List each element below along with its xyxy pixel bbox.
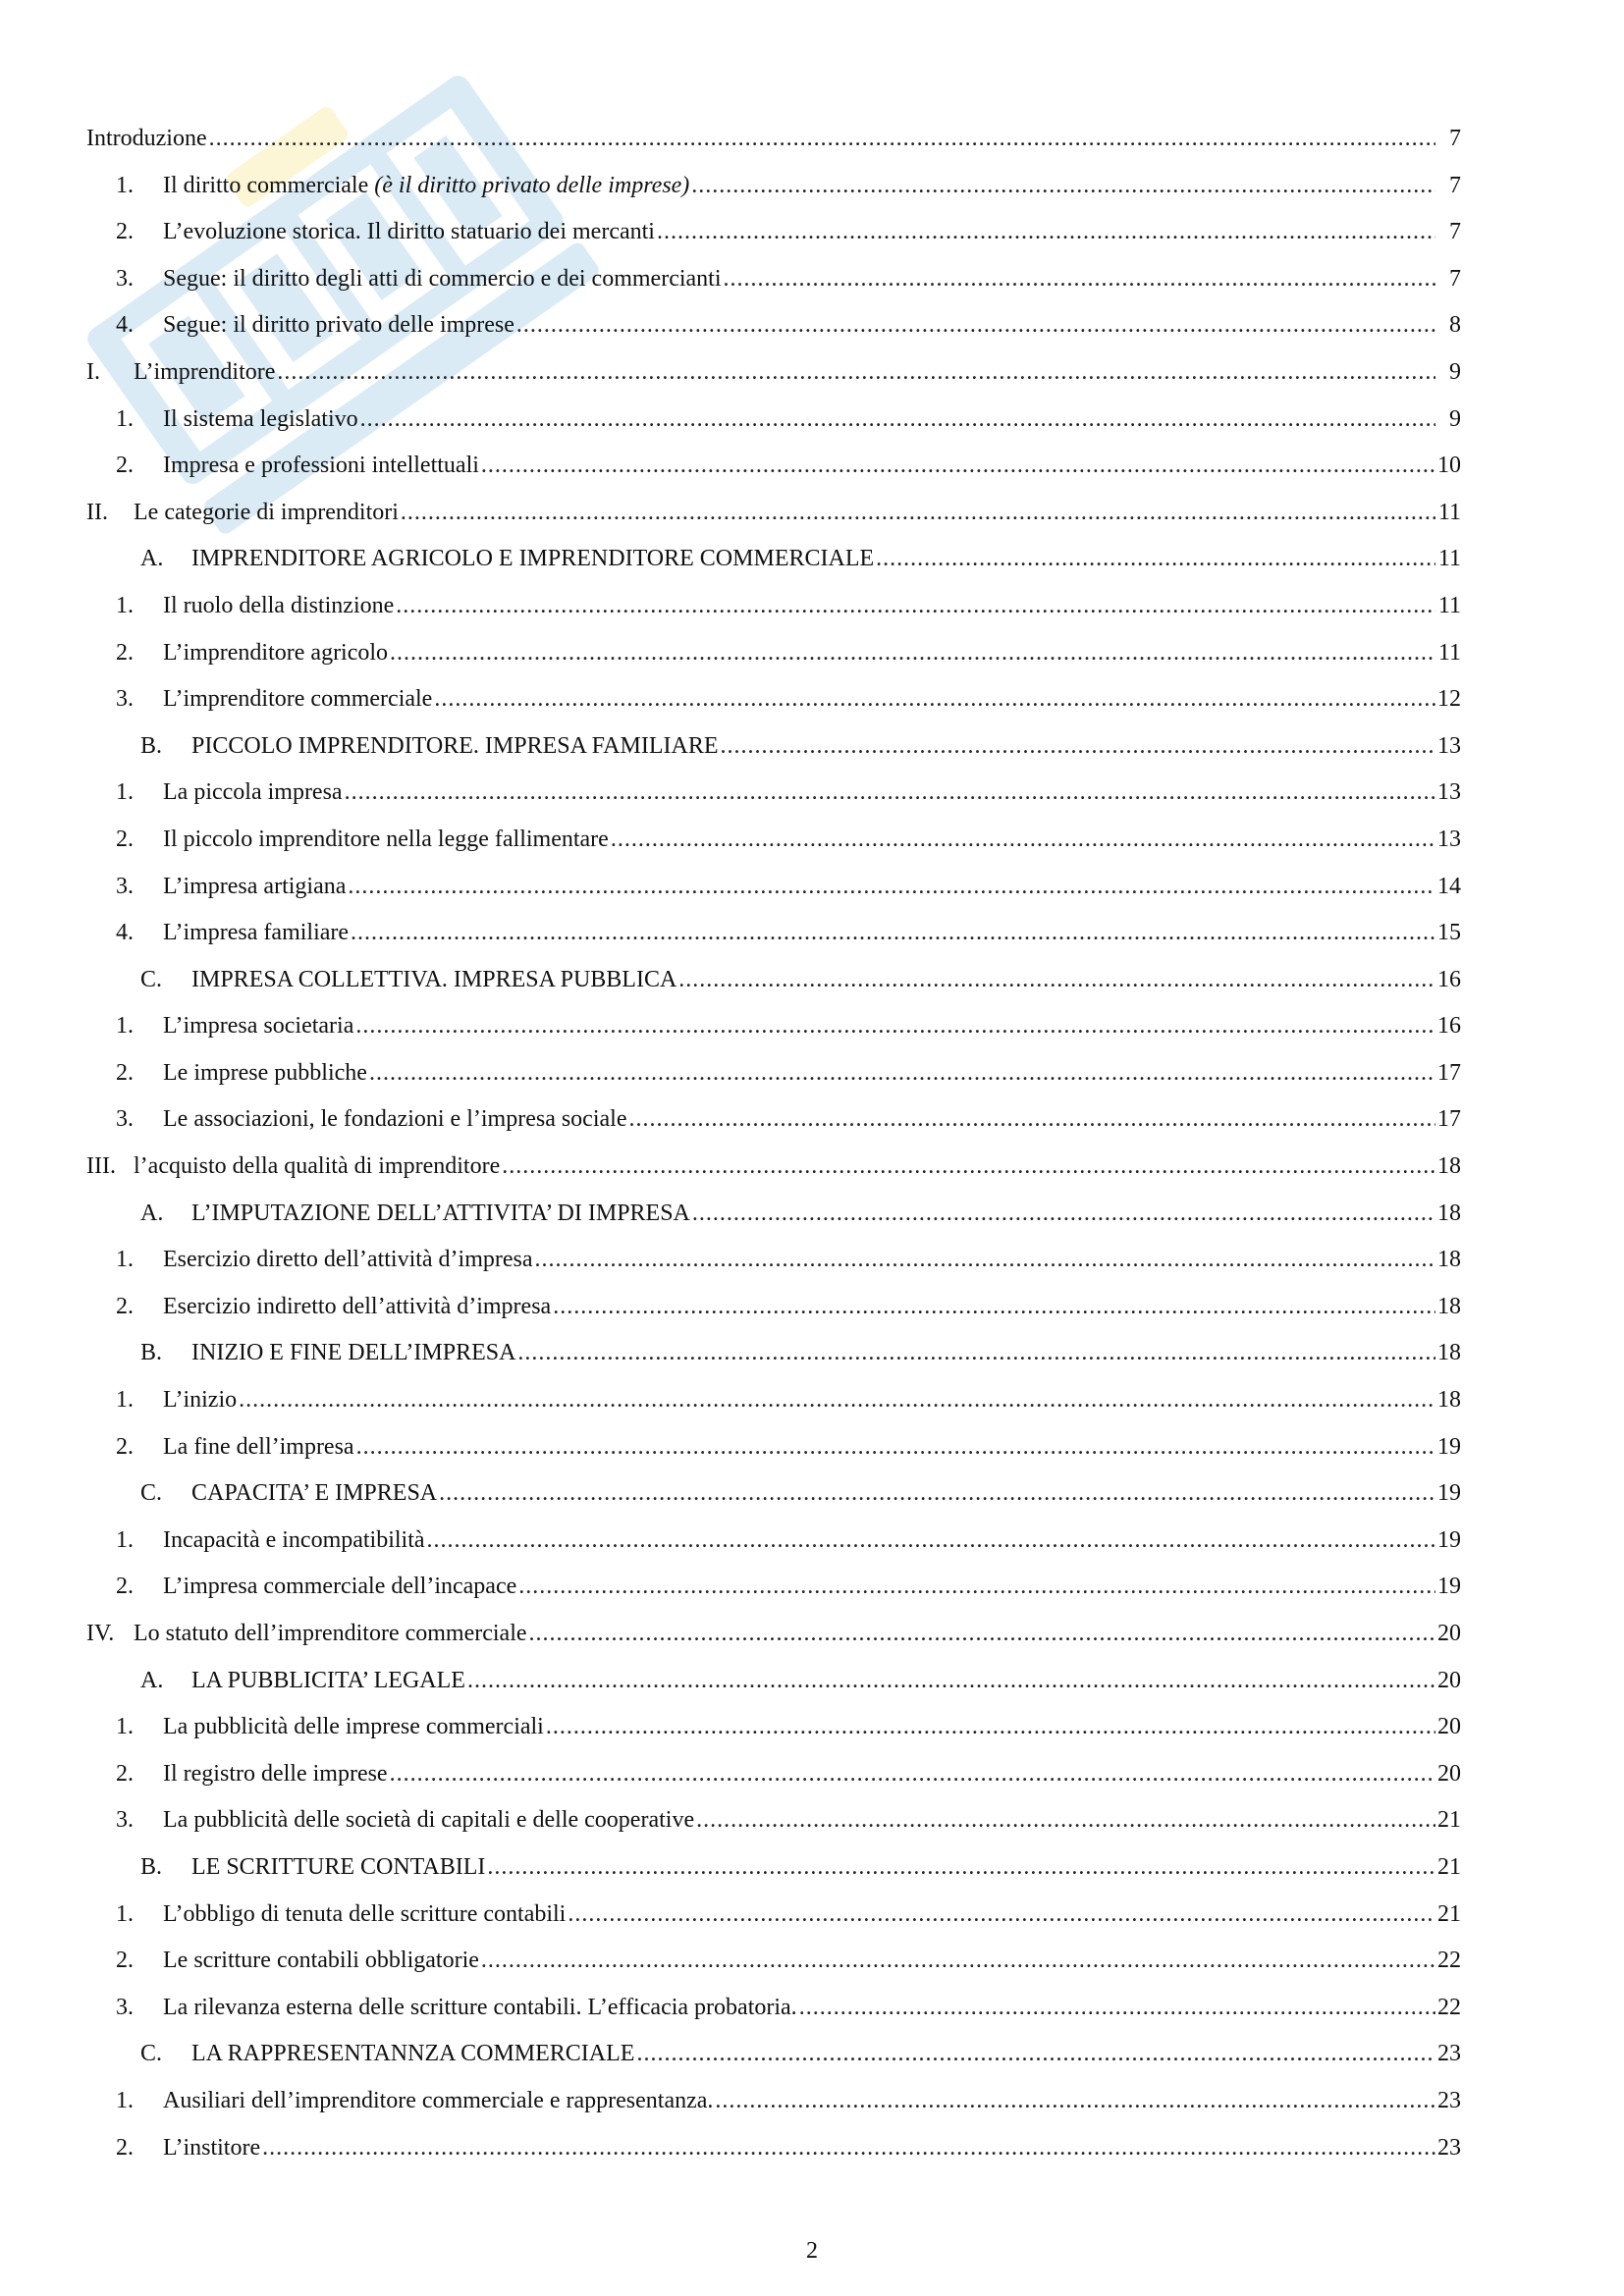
toc-entry-number: 3. (116, 1106, 134, 1133)
toc-entry-page: 21 (1437, 1900, 1461, 1927)
toc-entry-title: LA RAPPRESENTANNZA COMMERCIALE (191, 2041, 635, 2067)
toc-entry-title: La piccola impresa (163, 779, 343, 806)
dot-leader (262, 2125, 1435, 2172)
toc-entry-page: 21 (1437, 1853, 1461, 1880)
toc-entry[interactable] (86, 676, 1461, 723)
toc-entry[interactable] (86, 1704, 1461, 1751)
dot-leader (529, 1611, 1435, 1658)
dot-leader (696, 1797, 1435, 1844)
toc-entry[interactable] (86, 490, 1461, 537)
toc-entry[interactable] (86, 1611, 1461, 1658)
toc-entry-number: 3. (116, 1807, 134, 1834)
toc-entry-number: 2. (116, 219, 134, 245)
toc-entry-page: 21 (1437, 1807, 1461, 1834)
toc-entry-page: 11 (1437, 592, 1461, 618)
toc-entry[interactable] (86, 397, 1461, 444)
toc-entry-number: A. (140, 1200, 164, 1226)
toc-entry-page: 11 (1437, 546, 1461, 572)
toc-entry-number: III. (86, 1153, 116, 1180)
toc-entry-page: 18 (1437, 1387, 1461, 1414)
toc-entry-number: II. (86, 499, 108, 525)
toc-entry[interactable] (86, 349, 1461, 397)
dot-leader (799, 1985, 1435, 2032)
toc-entry-title: Le imprese pubbliche (163, 1059, 367, 1086)
toc-entry[interactable] (86, 116, 1461, 163)
toc-entry[interactable] (86, 302, 1461, 349)
dot-leader (390, 630, 1435, 677)
toc-entry-number: 2. (116, 1760, 134, 1787)
toc-entry-page: 17 (1437, 1106, 1461, 1133)
toc-entry-title: L’inizio (163, 1387, 238, 1414)
toc-entry[interactable] (86, 443, 1461, 490)
dot-leader (546, 1704, 1435, 1751)
toc-entry[interactable] (86, 1470, 1461, 1518)
toc-entry-page: 20 (1437, 1621, 1461, 1646)
toc-entry-title: L’obbligo di tenuta delle scritture contabili (163, 1900, 567, 1927)
toc-entry[interactable] (86, 583, 1461, 630)
toc-entry-title: CAPACITA’ E IMPRESA (191, 1480, 438, 1507)
toc-entry[interactable] (86, 2125, 1461, 2172)
dot-leader (439, 1470, 1435, 1518)
toc-entry[interactable] (86, 1050, 1461, 1097)
toc-entry-title: IMPRESA COLLETTIVA. IMPRESA PUBBLICA (191, 966, 677, 992)
dot-leader (434, 676, 1435, 723)
toc-entry-number: 1. (116, 1247, 134, 1273)
toc-entry-number: 2. (116, 2134, 134, 2161)
toc-entry-page: 7 (1449, 172, 1461, 198)
toc-entry-page: 18 (1437, 1200, 1461, 1226)
dot-leader (611, 817, 1435, 864)
dot-leader (467, 1658, 1435, 1705)
toc-entry[interactable] (86, 1096, 1461, 1144)
toc-entry[interactable] (86, 910, 1461, 957)
toc-entry-page: 7 (1449, 265, 1461, 292)
toc-entry-number: 1. (116, 172, 134, 198)
toc-entry-title: Ausiliari dell’imprenditore commerciale e rappresentanza. (163, 2087, 714, 2113)
dot-leader (481, 443, 1435, 490)
dot-leader (356, 1424, 1435, 1471)
toc-entry-page: 23 (1437, 2041, 1461, 2067)
dot-leader (636, 2031, 1435, 2078)
toc-entry-title: INIZIO E FINE DELL’IMPRESA (191, 1340, 516, 1366)
toc-entry-number: A. (140, 546, 164, 572)
dot-leader (691, 163, 1435, 210)
toc-entry-number: C. (140, 2041, 163, 2067)
toc-entry[interactable] (86, 2031, 1461, 2078)
toc-entry[interactable] (86, 1377, 1461, 1424)
toc-entry[interactable] (86, 817, 1461, 864)
toc-entry-page: 16 (1437, 966, 1461, 992)
toc-entry-page: 22 (1437, 1994, 1461, 2020)
toc-entry-number: 1. (116, 592, 134, 618)
dot-leader (657, 209, 1435, 256)
toc-entry-page: 13 (1437, 732, 1461, 759)
dot-leader (876, 536, 1435, 583)
toc-entry-number: 1. (116, 779, 134, 806)
toc-entry[interactable] (86, 163, 1461, 210)
toc-entry-number: 2. (116, 1433, 134, 1460)
dot-leader (487, 1844, 1435, 1892)
dot-leader (345, 770, 1435, 817)
dot-leader (209, 116, 1435, 163)
toc-entry[interactable] (86, 2078, 1461, 2125)
toc-entry-title: Il diritto commerciale (è il diritto privato delle imprese) (163, 172, 690, 198)
toc-entry-title: L’impresa familiare (163, 920, 350, 946)
toc-entry-title: Il sistema legislativo (163, 405, 358, 432)
dot-leader (351, 910, 1435, 957)
toc-entry-title: La fine dell’impresa (163, 1433, 354, 1460)
toc-entry-page: 10 (1437, 453, 1461, 479)
toc-entry-title: Incapacità e incompatibilità (163, 1526, 425, 1553)
toc-entry-page: 22 (1437, 1948, 1461, 1974)
toc-entry-page: 13 (1437, 826, 1461, 852)
toc-entry[interactable] (86, 1938, 1461, 1985)
toc-entry-page: 7 (1449, 219, 1461, 245)
toc-entry-page: 20 (1437, 1714, 1461, 1740)
toc-entry-number: 2. (116, 1293, 134, 1319)
toc-entry-title: L’impresa societaria (163, 1013, 354, 1040)
dot-leader (355, 1003, 1435, 1050)
toc-entry-number: 2. (116, 1574, 134, 1600)
toc-entry-title: Segue: il diritto privato delle imprese (163, 312, 514, 339)
toc-entry-page: 18 (1437, 1340, 1461, 1366)
dot-leader (568, 1892, 1435, 1939)
toc-entry[interactable] (86, 1191, 1461, 1238)
toc-entry-page: 12 (1437, 686, 1461, 713)
toc-entry-title: Impresa e professioni intellettuali (163, 453, 479, 479)
toc-entry[interactable] (86, 1797, 1461, 1844)
toc-entry-number: B. (140, 1853, 163, 1880)
dot-leader (277, 349, 1435, 397)
toc-entry-page: 20 (1437, 1667, 1461, 1693)
dot-leader (724, 256, 1436, 303)
toc-entry-title: Esercizio indiretto dell’attività d’impresa (163, 1293, 552, 1319)
toc-entry[interactable] (86, 1518, 1461, 1565)
toc-entry[interactable] (86, 864, 1461, 911)
toc-entry-title: L’impresa artigiana (163, 873, 347, 899)
toc-entry[interactable] (86, 256, 1461, 303)
page-number: 2 (806, 2238, 818, 2264)
toc-entry-title: PICCOLO IMPRENDITORE. IMPRESA FAMILIARE (191, 732, 719, 759)
toc-entry-number: I. (86, 358, 100, 385)
dot-leader (239, 1377, 1435, 1424)
toc-entry-title: La pubblicità delle imprese commerciali (163, 1714, 544, 1740)
dot-leader (535, 1237, 1435, 1284)
toc-entry-title: Il ruolo della distinzione (163, 592, 395, 618)
dot-leader (390, 1751, 1435, 1798)
toc-entry-title: L’institore (163, 2134, 261, 2161)
toc-entry-page: 23 (1437, 2134, 1461, 2161)
toc-entry-title: L’IMPUTAZIONE DELL’ATTIVITA’ DI IMPRESA (191, 1200, 690, 1226)
toc-entry[interactable] (86, 1330, 1461, 1377)
toc-entry[interactable] (86, 1284, 1461, 1331)
toc-entry-number: 3. (116, 686, 134, 713)
toc-entry-title: l’acquisto della qualità di imprenditore (134, 1153, 501, 1180)
dot-leader (427, 1518, 1435, 1565)
dot-leader (518, 1564, 1435, 1611)
toc-entry-page: 18 (1437, 1293, 1461, 1319)
toc-entry-page: 9 (1449, 405, 1461, 432)
toc-entry-number: B. (140, 732, 163, 759)
toc-entry[interactable] (86, 1658, 1461, 1705)
toc-entry-number: 2. (116, 453, 134, 479)
dot-leader (502, 1144, 1435, 1191)
dot-leader (360, 397, 1435, 444)
toc-entry-title-italic: (è il diritto privato delle imprese) (374, 172, 690, 198)
toc-entry-title: L’evoluzione storica. Il diritto statuario dei mercanti (163, 219, 655, 245)
toc-entry-page: 23 (1437, 2087, 1461, 2113)
toc-entry-page: 14 (1437, 873, 1461, 899)
toc-entry-number: 3. (116, 265, 134, 292)
toc-entry-number: 1. (116, 1387, 134, 1414)
toc-entry[interactable] (86, 1144, 1461, 1191)
toc-entry-page: 20 (1437, 1760, 1461, 1787)
dot-leader (517, 1330, 1435, 1377)
toc-entry-page: 16 (1437, 1013, 1461, 1040)
toc-entry[interactable] (86, 770, 1461, 817)
toc-entry-title: L’imprenditore agricolo (163, 639, 389, 666)
toc-entry-page: 18 (1437, 1153, 1461, 1180)
toc-entry-number: 2. (116, 639, 134, 666)
toc-entry-page: 19 (1437, 1480, 1461, 1507)
toc-entry-page: 9 (1449, 358, 1461, 385)
dot-leader (692, 1191, 1435, 1238)
toc-entry-page: 7 (1449, 126, 1461, 151)
dot-leader (481, 1938, 1435, 1985)
toc-entry-title: Lo statuto dell’imprenditore commerciale (134, 1621, 527, 1646)
toc-entry[interactable] (86, 1564, 1461, 1611)
toc-entry-number: 1. (116, 2087, 134, 2113)
toc-entry-page: 11 (1437, 499, 1461, 525)
toc-entry-page: 17 (1437, 1059, 1461, 1086)
toc-entry-title: Introduzione (86, 126, 207, 151)
toc-entry-number: 4. (116, 920, 134, 946)
toc-entry-title: La pubblicità delle società di capitali e delle cooperative (163, 1807, 695, 1834)
toc-entry-number: 1. (116, 1013, 134, 1040)
toc-entry[interactable] (86, 536, 1461, 583)
toc-entry[interactable] (86, 1424, 1461, 1471)
toc-entry[interactable] (86, 957, 1461, 1004)
toc-entry-page: 19 (1437, 1526, 1461, 1553)
dot-leader (369, 1050, 1435, 1097)
toc-entry-title: Il piccolo imprenditore nella legge fallimentare (163, 826, 609, 852)
toc-entry-number: 1. (116, 405, 134, 432)
toc-entry-title: IMPRENDITORE AGRICOLO E IMPRENDITORE COMMERCIALE (191, 546, 875, 572)
toc-entry-title: Segue: il diritto degli atti di commercio e dei commercianti (163, 265, 722, 292)
toc-entry-title: Le scritture contabili obbligatorie (163, 1948, 479, 1974)
toc-entry-number: 1. (116, 1526, 134, 1553)
toc-entry-page: 8 (1449, 312, 1461, 339)
toc-entry[interactable] (86, 1892, 1461, 1939)
dot-leader (678, 957, 1435, 1004)
toc-entry-page: 18 (1437, 1247, 1461, 1273)
dot-leader (628, 1096, 1435, 1144)
toc-entry[interactable] (86, 1985, 1461, 2032)
toc-entry-number: 4. (116, 312, 134, 339)
toc-entry-title: LA PUBBLICITA’ LEGALE (191, 1667, 465, 1693)
toc-entry-title: Le categorie di imprenditori (134, 499, 399, 525)
toc-entry-number: 2. (116, 1948, 134, 1974)
toc-entry[interactable] (86, 630, 1461, 677)
dot-leader (516, 302, 1435, 349)
toc-entry-page: 19 (1437, 1574, 1461, 1600)
toc-entry-number: B. (140, 1340, 163, 1366)
toc-entry-page: 15 (1437, 920, 1461, 946)
toc-entry-number: C. (140, 966, 163, 992)
toc-entry-title: Le associazioni, le fondazioni e l’impresa sociale (163, 1106, 627, 1133)
toc-entry-title: La rilevanza esterna delle scritture contabili. L’efficacia probatoria. (163, 1994, 797, 2020)
toc-entry-number: A. (140, 1667, 164, 1693)
toc-entry-title: LE SCRITTURE CONTABILI (191, 1853, 486, 1880)
toc-entry-page: 13 (1437, 779, 1461, 806)
toc-entry-number: C. (140, 1480, 163, 1507)
toc-entry-number: 1. (116, 1714, 134, 1740)
toc-entry-page: 19 (1437, 1433, 1461, 1460)
toc-entry-title: L’imprenditore (134, 358, 276, 385)
toc-entry-title: L’impresa commerciale dell’incapace (163, 1574, 517, 1600)
dot-leader (348, 864, 1435, 911)
dot-leader (721, 723, 1436, 771)
dot-leader (401, 490, 1435, 537)
toc-entry-number: 2. (116, 826, 134, 852)
dot-leader (396, 583, 1435, 630)
toc-entry[interactable] (86, 1237, 1461, 1284)
toc-entry-number: 3. (116, 1994, 134, 2020)
toc-entry-title: Il registro delle imprese (163, 1760, 388, 1787)
toc-entry[interactable] (86, 723, 1461, 771)
dot-leader (715, 2078, 1435, 2125)
table-of-contents (86, 116, 1461, 2171)
toc-entry-title: Esercizio diretto dell’attività d’impresa (163, 1247, 533, 1273)
dot-leader (553, 1284, 1435, 1331)
toc-entry-number: 1. (116, 1900, 134, 1927)
toc-entry-page: 11 (1437, 639, 1461, 666)
toc-entry[interactable] (86, 209, 1461, 256)
toc-entry[interactable] (86, 1844, 1461, 1892)
toc-entry[interactable] (86, 1003, 1461, 1050)
toc-entry-number: 2. (116, 1059, 134, 1086)
toc-entry-number: IV. (86, 1621, 115, 1646)
toc-entry-number: 3. (116, 873, 134, 899)
toc-entry-title: L’imprenditore commerciale (163, 686, 433, 713)
toc-entry[interactable] (86, 1751, 1461, 1798)
